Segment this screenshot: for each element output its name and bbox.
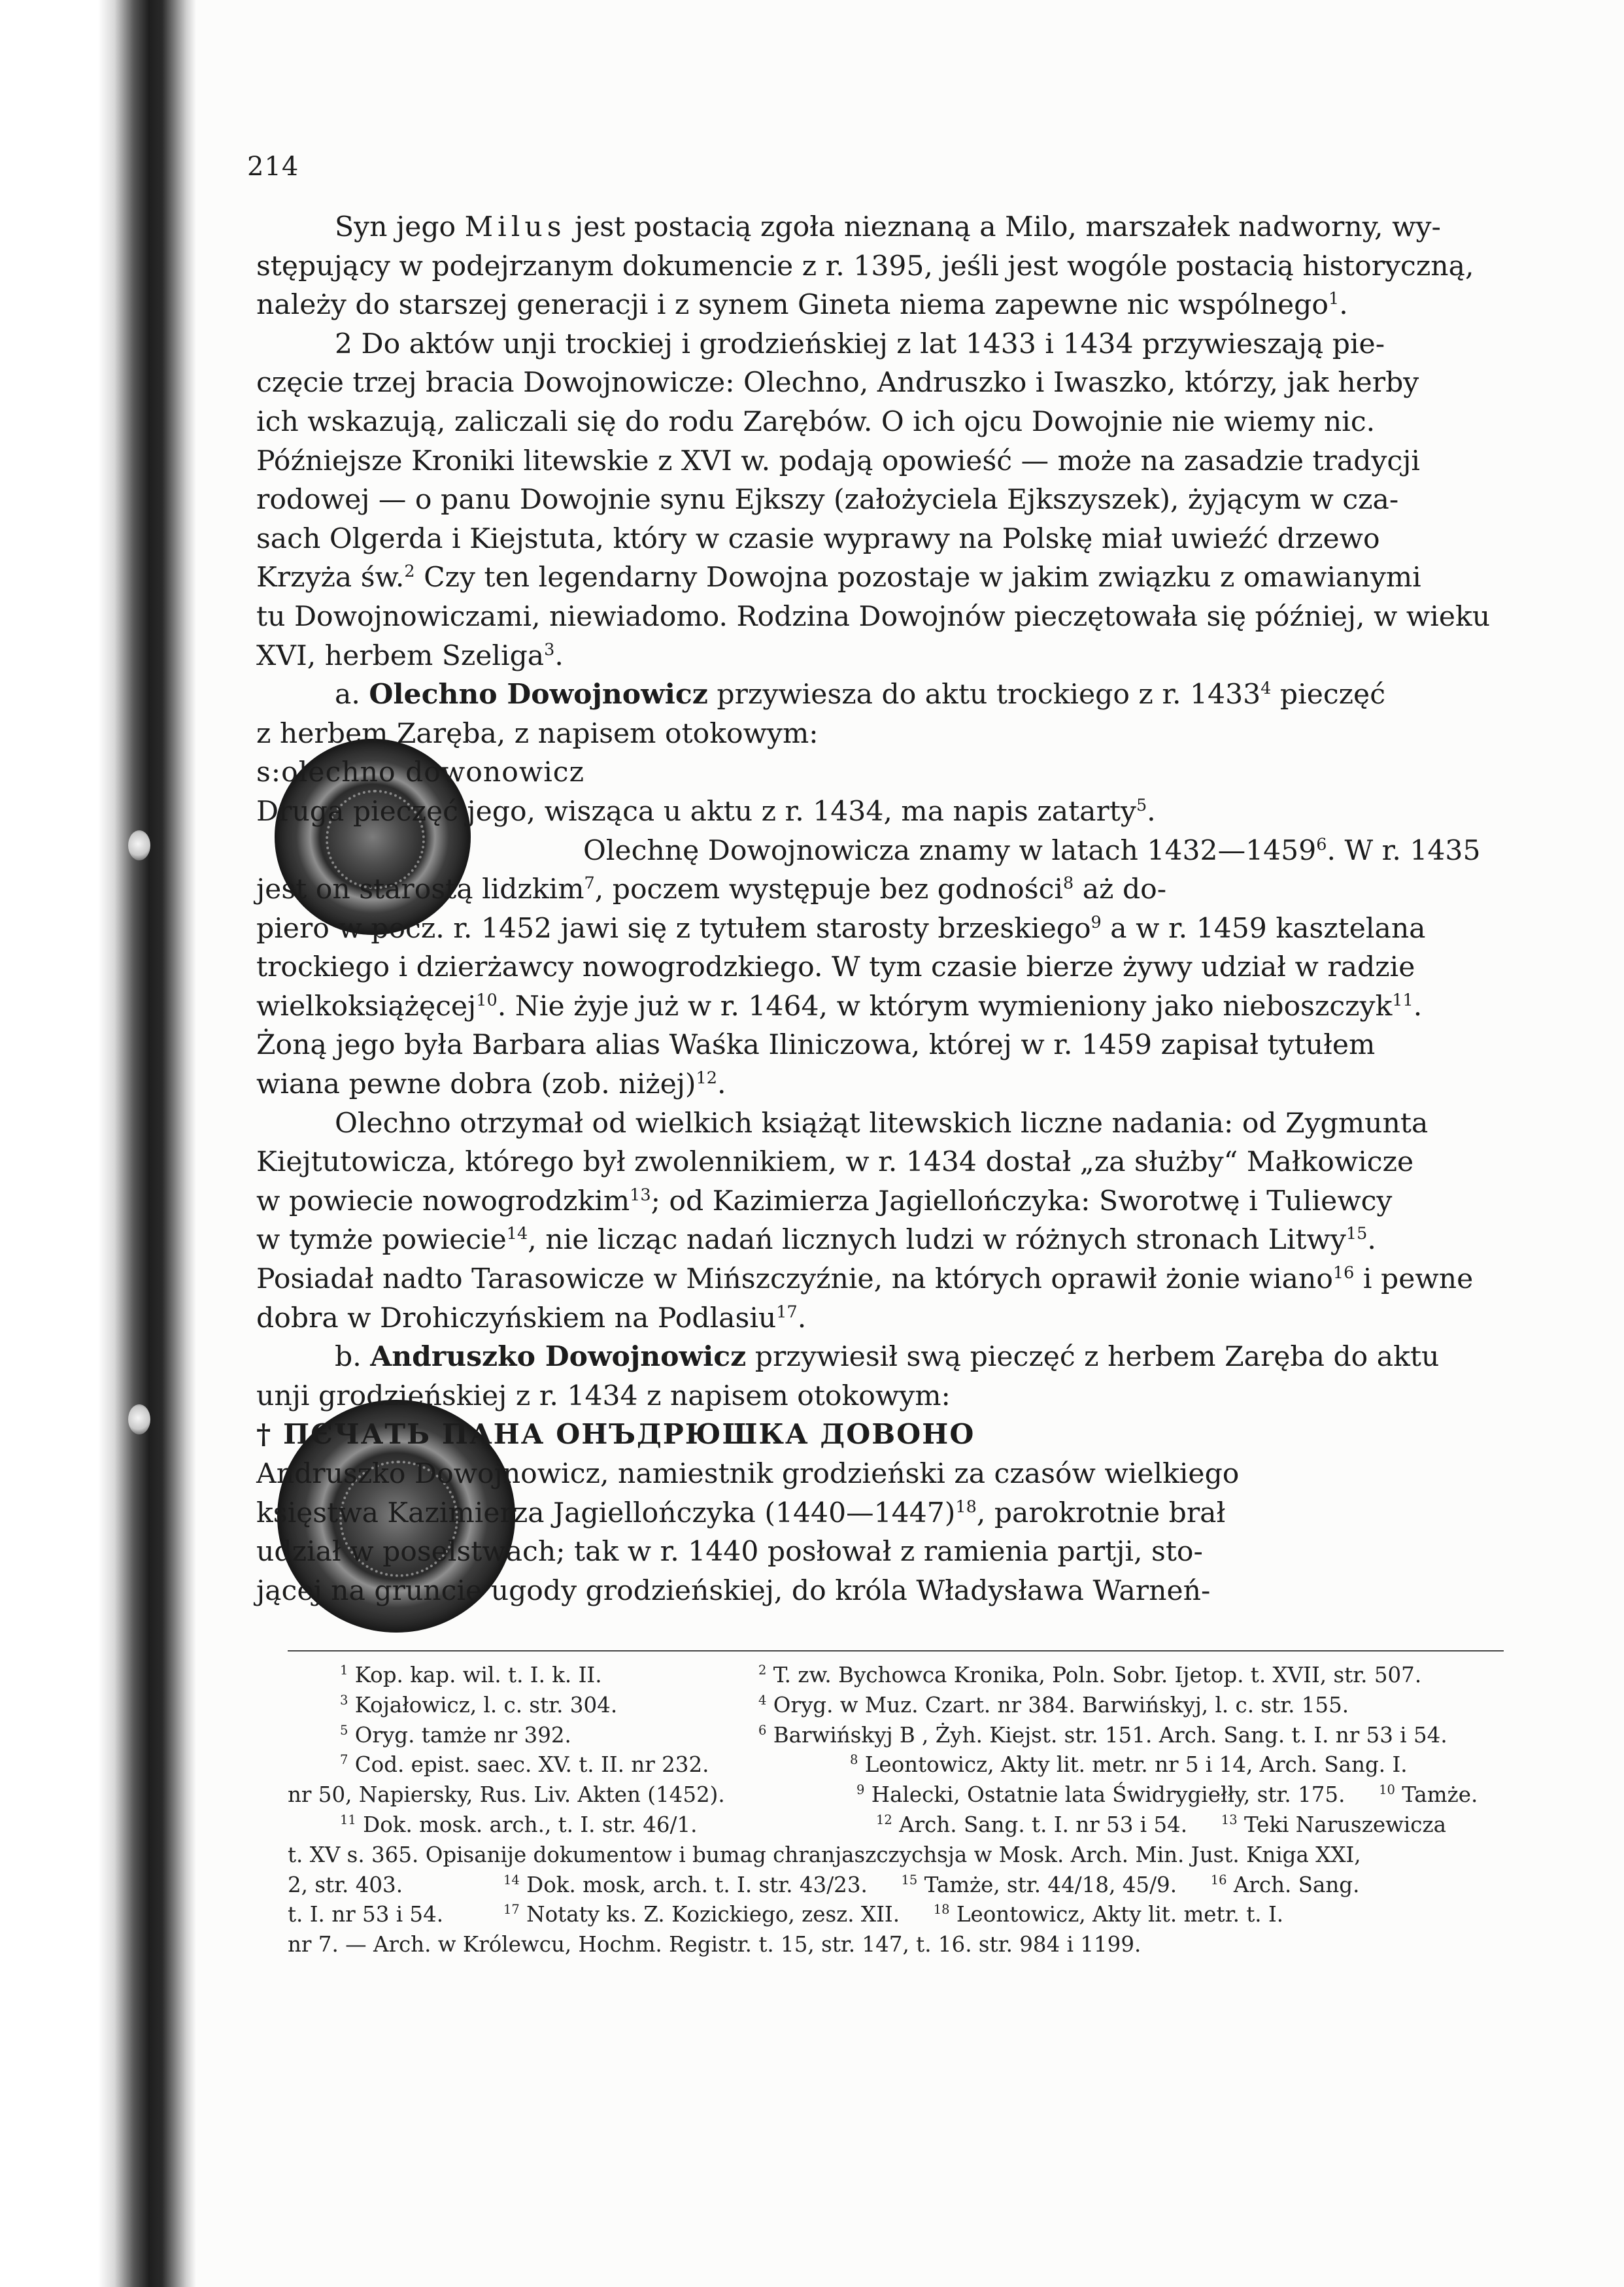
text-line: jącej na gruncie ugody grodzieńskiej, do króla Władysława Warneń- xyxy=(256,1574,1211,1607)
footnote-line: nr 7. — Arch. w Królewcu, Hochm. Registr. t. 15, str. 147, t. 16. str. 984 i 1199. xyxy=(288,1932,1142,1957)
text-line: księstwa Kazimierza Jagiellończyka (1440—1447)$^{18}$, parokrotnie brał xyxy=(256,1497,1226,1529)
footnote-line: $^1$ Kop. kap. wil. t. I. k. II. $^2$ T. zw. Bychowca Kronika, Poln. Sobr. Ijetop. t. XVII, str. 507. xyxy=(340,1663,1422,1687)
text-line: b. Andruszko Dowojnowicz przywiesił swą pieczęć z herbem Zaręba do aktu xyxy=(335,1340,1440,1374)
text-line: Druga pieczęć jego, wisząca u aktu z r. 1434, ma napis zatarty$^5$. xyxy=(256,795,1156,828)
punch-hole xyxy=(128,830,150,860)
text-line: wielkoksiążęcej$^{10}$. Nie żyje już w r. 1464, w którym wymieniony jako nieboszczyk$^{11}$. xyxy=(256,990,1423,1023)
text-line: Posiadał nadto Tarasowicze w Mińszczyźnie, na których oprawił żonie wiano$^{16}$ i pewne xyxy=(256,1262,1474,1296)
text-line: jest on starostą lidzkim$^7$, poczem występuje bez godności$^8$ aż do- xyxy=(256,873,1167,906)
seal-legend-andruszko: † ПЄЧАТЬ ПАНА ОНЪДРЮШКА ДОВОНО xyxy=(256,1418,975,1451)
text-line: XVI, herbem Szeliga$^3$. xyxy=(256,639,564,672)
text-line: Krzyża św.$^2$ Czy ten legendarny Dowojna pozostaje w jakim związku z omawianymi xyxy=(256,562,1421,594)
text-line: Andruszko Dowojnowicz, namiestnik grodzieński za czasów wielkiego xyxy=(256,1458,1240,1490)
text-line: Późniejsze Kroniki litewskie z XVI w. podają opowieść — może na zasadzie tradycji xyxy=(256,445,1420,477)
page-number: 214 xyxy=(247,152,299,182)
text-line: unji grodzieńskiej z r. 1434 z napisem otokowym: xyxy=(256,1380,951,1412)
text-line: udział w poselstwach; tak w r. 1440 posłował z ramienia partji, sto- xyxy=(256,1536,1203,1568)
footnote-line: t. XV s. 365. Opisanije dokumentow i bumag chranjaszczychsja w Mosk. Arch. Min. Just. Kniga XXI, xyxy=(288,1842,1361,1867)
text-line: z herbem Zaręba, z napisem otokowym: xyxy=(256,717,819,750)
text-line: ich wskazują, zaliczali się do rodu Zarębów. O ich ojcu Dowojnie nie wiemy nic. xyxy=(256,405,1376,438)
footnote-line: $^{11}$ Dok. mosk. arch., t. I. str. 46/1. $^{12}$ Arch. Sang. t. I. nr 53 i 54. $^{13}$ Teki Naruszewicza xyxy=(340,1812,1447,1837)
text-line: a. Olechno Dowojnowicz przywiesza do aktu trockiego z r. 1433$^4$ pieczęć xyxy=(335,678,1386,711)
text-line: częcie trzej bracia Dowojnowicze: Olechno, Andruszko i Iwaszko, którzy, jak herby xyxy=(256,367,1419,399)
text-line: dobra w Drohiczyńskiem na Podlasiu$^{17}$. xyxy=(256,1302,807,1334)
text-line: sach Olgerda i Kiejstuta, który w czasie wyprawy na Polskę miał uwieźć drzewo xyxy=(256,522,1380,555)
footnote-line: t. I. nr 53 i 54. $^{17}$ Notaty ks. Z. Kozickiego, zesz. XII. $^{18}$ Leontowicz, Akty lit. metr. t. I. xyxy=(288,1902,1284,1927)
footnote-line: nr 50, Napiersky, Rus. Liv. Akten (1452). $^9$ Halecki, Ostatnie lata Świdrygiełły, str. 175. $^{10}$ Tamże. xyxy=(288,1782,1478,1808)
text-line: wiana pewne dobra (zob. niżej)$^{12}$. xyxy=(256,1068,726,1101)
text-line: tu Dowojnowiczami, niewiadomo. Rodzina Dowojnów pieczętowała się później, w wieku xyxy=(256,600,1491,633)
text-line: w tymże powiecie$^{14}$, nie licząc nadań licznych ludzi w różnych stronach Litwy$^{15}$. xyxy=(256,1224,1376,1257)
text-line: należy do starszej generacji i z synem Gineta niema zapewne nic wspólnego$^1$. xyxy=(256,289,1348,322)
text-line: Olechnę Dowojnowicza znamy w latach 1432—1459$^6$. W r. 1435 xyxy=(583,834,1481,867)
text-line: 2 Do aktów unji trockiej i grodzieńskiej z lat 1433 i 1434 przywieszają pie- xyxy=(335,328,1385,360)
punch-hole xyxy=(128,1404,150,1434)
text-line: Żoną jego była Barbara alias Waśka Iliniczowa, której w r. 1459 zapisał tytułem xyxy=(256,1029,1376,1062)
text-line: stępujący w podejrzanym dokumencie z r. 1395, jeśli jest wogóle postacią historyczną, xyxy=(256,250,1474,282)
text-line: Kiejtutowicza, którego był zwolennikiem, w r. 1434 dostał „za służby“ Małkowicze xyxy=(256,1146,1414,1179)
text-line: Olechno otrzymał od wielkich książąt litewskich liczne nadania: od Zygmunta xyxy=(335,1107,1429,1140)
footnotes xyxy=(288,1661,1536,1960)
text-line: rodowej — o panu Dowojnie synu Ejkszy (założyciela Ejkszyszek), żyjącym w cza- xyxy=(256,484,1399,517)
footnote-line: $^3$ Kojałowicz, l. c. str. 304. $^4$ Oryg. w Muz. Czart. nr 384. Barwińskyj, l. c. str. 155. xyxy=(340,1692,1349,1718)
binding-shadow xyxy=(0,0,196,2287)
text-line: w powiecie nowogrodzkim$^{13}$; od Kazimierza Jagiellończyka: Sworotwę i Tuliewcy xyxy=(256,1185,1393,1217)
text-line: piero w pocz. r. 1452 jawi się z tytułem starosty brzeskiego$^9$ a w r. 1459 kasztelana xyxy=(256,912,1426,945)
text-line: Syn jego Milus jest postacią zgoła nieznaną a Milo, marszałek nadworny, wy- xyxy=(335,211,1441,243)
footnote-line: $^7$ Cod. epist. saec. XV. t. II. nr 232. $^8$ Leontowicz, Akty lit. metr. nr 5 i 14, Arch. Sang. I. xyxy=(340,1752,1408,1778)
seal-legend-olechno: s:olechno dowonowicz xyxy=(256,756,584,789)
footnote-line: 2, str. 403. $^{14}$ Dok. mosk, arch. t. I. str. 43/23. $^{15}$ Tamże, str. 44/18, 45/9. $^{16}$ Arch. Sang. xyxy=(288,1872,1360,1897)
main-text xyxy=(256,208,1519,1610)
footnote-line: $^5$ Oryg. tamże nr 392. $^6$ Barwińskyj B , Żyh. Kiejst. str. 151. Arch. Sang. t. I. nr 53 i 54. xyxy=(340,1722,1447,1748)
footnote-divider xyxy=(288,1650,1504,1652)
text-line: trockiego i dzierżawcy nowogrodzkiego. W tym czasie bierze żywy udział w radzie xyxy=(256,951,1415,984)
